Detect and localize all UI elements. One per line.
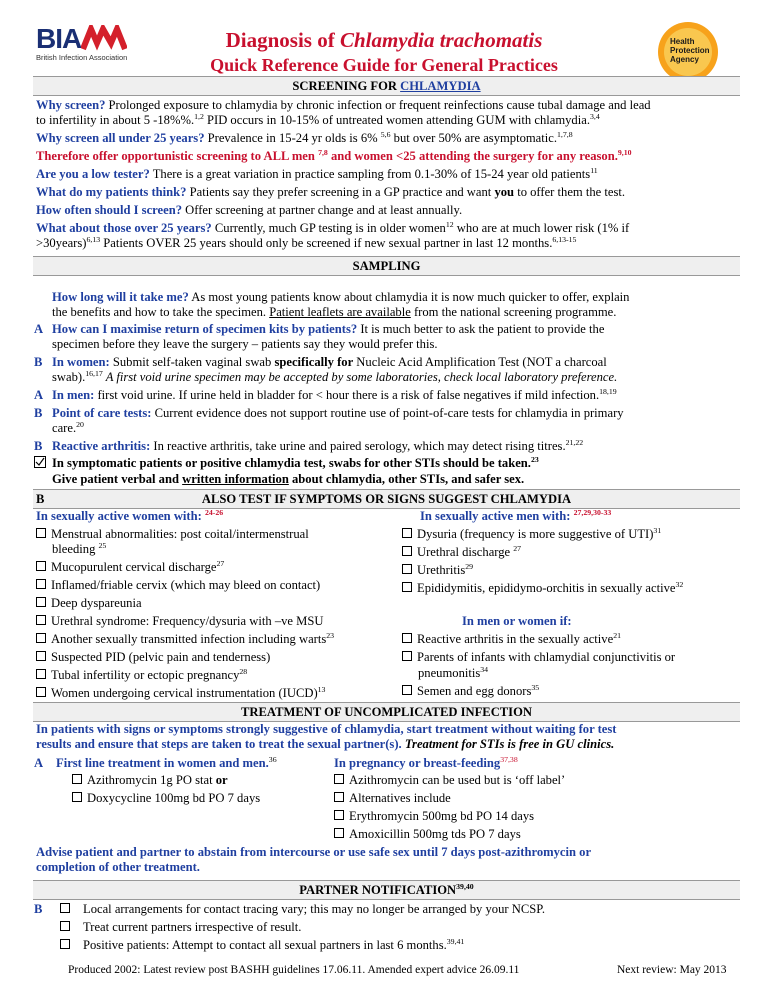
list-item: Inflamed/friable cervix (which may bleed on contact) [36, 578, 320, 593]
women-sampling-cont: swab).$^{16,17}$ A first void urine specimen may be accepted by some laboratories, check local laboratory preference. [52, 368, 618, 384]
list-item: Treat current partners irrespective of result. [60, 920, 301, 935]
over-25-cont: >30years)$^{6,13}$ Patients OVER 25 years should only be screened if new sexual partner in last 12 months.$^{6,13-15}$ [36, 234, 577, 250]
patients-think: What do my patients think? Patients say they prefer screening in a GP practice and want you to offer them the test. [36, 185, 626, 199]
list-item: Local arrangements for contact tracing vary; this may no longer be arranged by your NCSP. [60, 902, 545, 917]
checkbox-icon [36, 687, 46, 697]
patient-leaflets-link[interactable]: Patient leaflets are available [269, 305, 411, 319]
checkbox-icon [36, 669, 46, 679]
checkbox-icon [36, 579, 46, 589]
list-item: Epididymitis, epididymo-orchitis in sexually active$^{32}$ [402, 581, 683, 596]
checkbox-icon [36, 561, 46, 571]
give-information: Give patient verbal and written information about chlamydia, other STIs, and safer sex. [52, 472, 525, 486]
point-of-care-cont: care.$^{20}$ [52, 419, 84, 435]
also-test-bar: ALSO TEST IF SYMPTOMS OR SIGNS SUGGEST CHLAMYDIA [33, 489, 740, 509]
page-subtitle: Quick Reference Guide for General Practices [210, 55, 558, 75]
treatment-intro: In patients with signs or symptoms strongly suggestive of chlamydia, start treatment without waiting for test [36, 722, 617, 736]
list-item: Reactive arthritis in the sexually active$^{21}$ [402, 632, 621, 647]
why-screen-cont: to infertility in about 5 -18%%.$^{1,2}$ PID occurs in 10-15% of untreated women attending GUM with chlamydia.$^{3,4}$ [36, 111, 600, 127]
advise-abstain: Advise patient and partner to abstain from intercourse or use safe sex until 7 days post-azithromycin or [36, 845, 592, 859]
low-tester: Are you a low tester? There is a great variation in practice sampling from 0.1-30% of 15-24 year old patients$^{11}$ [36, 165, 598, 181]
therefore-statement: Therefore offer opportunistic screening to ALL men $^{7,8}$ and women <25 attending the surgery for any reason.$^{9,10}$ [36, 147, 632, 163]
women-sampling: In women: Submit self-taken vaginal swab specifically for Nucleic Acid Amplification Test (NOT a charcoal [52, 355, 607, 369]
footer-next-review: Next review: May 2013 [617, 964, 727, 976]
checkbox-icon [402, 582, 412, 592]
men-list-title: In sexually active men with: $^{27,29,30-33}$ [420, 507, 612, 523]
why-screen: Why screen? Prolonged exposure to chlamydia by chronic infection or frequent reinfections cause tubal damage and lead [36, 98, 651, 112]
grade-a-men: A [34, 388, 44, 402]
pregnancy-title: In pregnancy or breast-feeding$^{37,38}$ [334, 754, 518, 770]
over-25: What about those over 25 years? Currently, much GP testing is in older women$^{12}$ who are at much lower risk (1% if [36, 219, 630, 235]
list-item: Doxycycline 100mg bd PO 7 days [72, 791, 260, 806]
symptomatic-patients: In symptomatic patients or positive chlamydia test, swabs for other STIs should be taken.$^{23}$ [52, 454, 539, 470]
grade-b-women: B [34, 355, 43, 369]
checkbox-icon [60, 921, 70, 931]
list-item: Menstrual abnormalities: post coital/intermenstrual [36, 527, 309, 542]
list-item: Erythromycin 500mg bd PO 14 days [334, 809, 534, 824]
how-long-cont: the benefits and how to take the specimen. Patient leaflets are available from the national screening programme. [52, 305, 617, 319]
grade-b-also: B [36, 492, 45, 506]
men-sampling: In men: first void urine. If urine held in bladder for < hour there is a risk of false negatives if mild infection.$^{18,19}$ [52, 386, 617, 402]
list-item: Azithromycin 1g PO stat or [72, 773, 228, 788]
list-item: Urethritis$^{29}$ [402, 563, 473, 578]
page-title: Diagnosis of Chlamydia trachomatis [225, 28, 543, 52]
checkbox-icon [36, 615, 46, 625]
list-item: Urethral discharge $^{27}$ [402, 545, 521, 560]
list-item: Suspected PID (pelvic pain and tenderness) [36, 650, 270, 665]
advise-abstain-cont: completion of other treatment. [36, 860, 200, 874]
grade-a-maximise: A [34, 322, 44, 336]
list-item: Tubal infertility or ectopic pregnancy$^{28}$ [36, 668, 247, 683]
list-item: Parents of infants with chlamydial conjunctivitis or [402, 650, 675, 665]
checkbox-icon [72, 792, 82, 802]
checkbox-icon [334, 792, 344, 802]
women-list-title: In sexually active women with: $^{24-26}$ [36, 507, 224, 523]
checkbox-icon [402, 685, 412, 695]
point-of-care: Point of care tests: Current evidence does not support routine use of point-of-care tests for chlamydia in primary [52, 406, 624, 420]
list-item-cont: pneumonitis$^{34}$ [418, 664, 489, 680]
checkbox-ticked-icon [34, 456, 48, 472]
why-under-25: Why screen all under 25 years? Prevalence in 15-24 yr olds is 6% $^{5,6}$ but over 50% are asymptomatic.$^{1,7,8}$ [36, 129, 573, 145]
footer-produced: Produced 2002: Latest review post BASHH guidelines 17.06.11. Amended expert advice 26.09.11 [68, 964, 520, 976]
checkbox-icon [60, 903, 70, 913]
checkbox-icon [60, 939, 70, 949]
list-item: Azithromycin can be used but is ‘off label’ [334, 773, 565, 788]
grade-b-partner: B [34, 902, 43, 916]
how-long: How long will it take me? As most young patients know about chlamydia it is now much quicker to offer, explain [52, 290, 630, 304]
checkbox-icon [334, 774, 344, 784]
checkbox-icon [36, 528, 46, 538]
checkbox-icon [36, 597, 46, 607]
list-item: Mucopurulent cervical discharge$^{27}$ [36, 560, 224, 575]
screening-bar: SCREENING FOR CHLAMYDIA [33, 76, 740, 96]
checkbox-icon [36, 633, 46, 643]
list-item: Alternatives include [334, 791, 451, 806]
grade-a-first-line: A [34, 756, 44, 770]
partner-notification-bar: PARTNER NOTIFICATION$^{39,40}$ [33, 880, 740, 900]
checkbox-icon [402, 528, 412, 538]
checkbox-icon [402, 651, 412, 661]
list-item-cont: bleeding $^{25}$ [52, 540, 107, 556]
checkbox-icon [72, 774, 82, 784]
list-item: Another sexually transmitted infection including warts$^{23}$ [36, 632, 334, 647]
list-item: Women undergoing cervical instrumentation (IUCD)$^{13}$ [36, 686, 325, 701]
sampling-bar: SAMPLING [33, 256, 740, 276]
how-often: How often should I screen? Offer screening at partner change and at least annually. [36, 203, 463, 217]
hpa-logo: Health Protection Agency [656, 20, 720, 84]
maximise-return-cont: specimen before they leave the surgery – patients say they would prefer this. [52, 337, 438, 351]
treatment-intro-cont: results and ensure that steps are taken to treat the sexual partner(s). Treatment for STIs is free in GU clinics. [36, 737, 615, 751]
logo-subtitle: British Infection Association [36, 53, 128, 62]
list-item: Urethral syndrome: Frequency/dysuria with –ve MSU [36, 614, 323, 629]
grade-b-poc: B [34, 406, 43, 420]
checkbox-icon [402, 633, 412, 643]
checkbox-icon [402, 564, 412, 574]
first-line-title: First line treatment in women and men.$^{36}$ [56, 754, 277, 770]
grade-b-reactive: B [34, 439, 43, 453]
list-item: Positive patients: Attempt to contact all sexual partners in last 6 months.$^{39,41}$ [60, 938, 464, 953]
list-item: Amoxicillin 500mg tds PO 7 days [334, 827, 521, 842]
logo-text: BIA [36, 23, 82, 54]
treatment-bar: TREATMENT OF UNCOMPLICATED INFECTION [33, 702, 740, 722]
maximise-return: How can I maximise return of specimen kits by patients? It is much better to ask the patient to provide the [52, 322, 605, 336]
list-item: Dysuria (frequency is more suggestive of UTI)$^{31}$ [402, 527, 661, 542]
checkbox-icon [402, 546, 412, 556]
list-item: Semen and egg donors$^{35}$ [402, 684, 539, 699]
chlamydia-link[interactable]: CHLAMYDIA [400, 79, 481, 93]
checkbox-icon [334, 810, 344, 820]
checkbox-icon [36, 651, 46, 661]
checkbox-icon [334, 828, 344, 838]
either-list-title: In men or women if: [462, 614, 572, 628]
reactive-arthritis: Reactive arthritis: In reactive arthritis, take urine and paired serology, which may detect rising titres.$^{21,22}$ [52, 437, 584, 453]
list-item: Deep dyspareunia [36, 596, 142, 611]
